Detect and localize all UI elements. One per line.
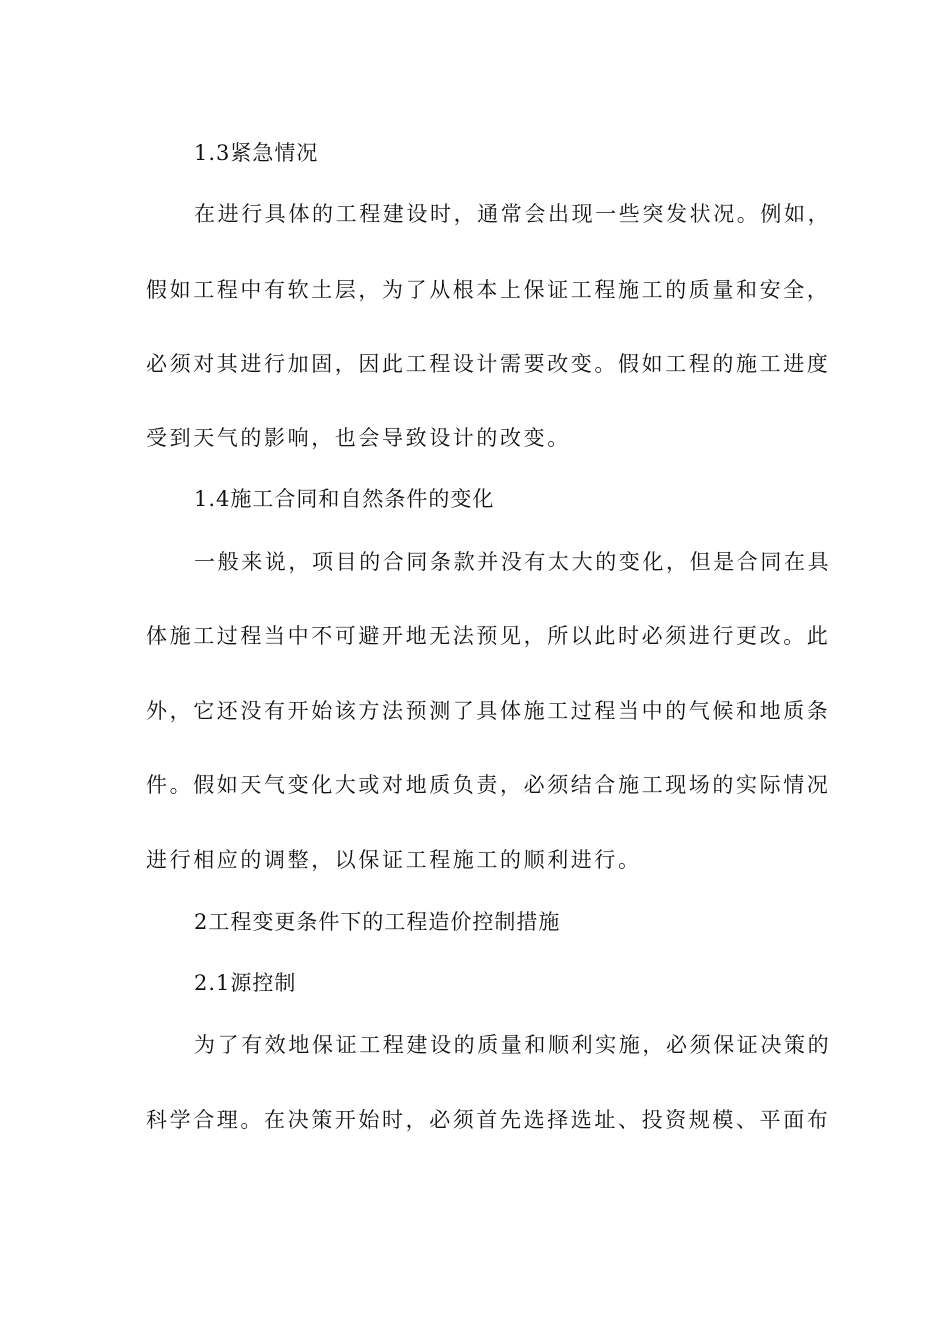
paragraph-line: 体施工过程当中不可避开地无法预见，所以此时必须进行更改。此: [146, 624, 831, 648]
section-heading-1-4: 1.4施工合同和自然条件的变化: [194, 487, 495, 511]
paragraph-line: 受到天气的影响，也会导致设计的改变。: [146, 426, 571, 450]
paragraph-line: 件。假如天气变化大或对地质负责，必须结合施工现场的实际情况: [146, 773, 831, 797]
paragraph-line: 假如工程中有软土层，为了从根本上保证工程施工的质量和安全，: [146, 278, 831, 302]
paragraph-line: 一般来说，项目的合同条款并没有太大的变化，但是合同在具: [194, 550, 832, 574]
paragraph-line: 外，它还没有开始该方法预测了具体施工过程当中的气候和地质条: [146, 699, 831, 723]
section-heading-2: 2工程变更条件下的工程造价控制措施: [194, 910, 561, 934]
section-heading-2-1: 2.1源控制: [194, 971, 297, 995]
paragraph-line: 在进行具体的工程建设时，通常会出现一些突发状况。例如，: [194, 202, 832, 226]
paragraph-line: 科学合理。在决策开始时，必须首先选择选址、投资规模、平面布: [146, 1108, 831, 1132]
section-heading-1-3: 1.3紧急情况: [194, 141, 319, 165]
paragraph-line: 进行相应的调整，以保证工程施工的顺利进行。: [146, 848, 642, 872]
paragraph-line: 为了有效地保证工程建设的质量和顺利实施，必须保证决策的: [194, 1033, 832, 1057]
paragraph-line: 必须对其进行加固，因此工程设计需要改变。假如工程的施工进度: [146, 352, 831, 376]
